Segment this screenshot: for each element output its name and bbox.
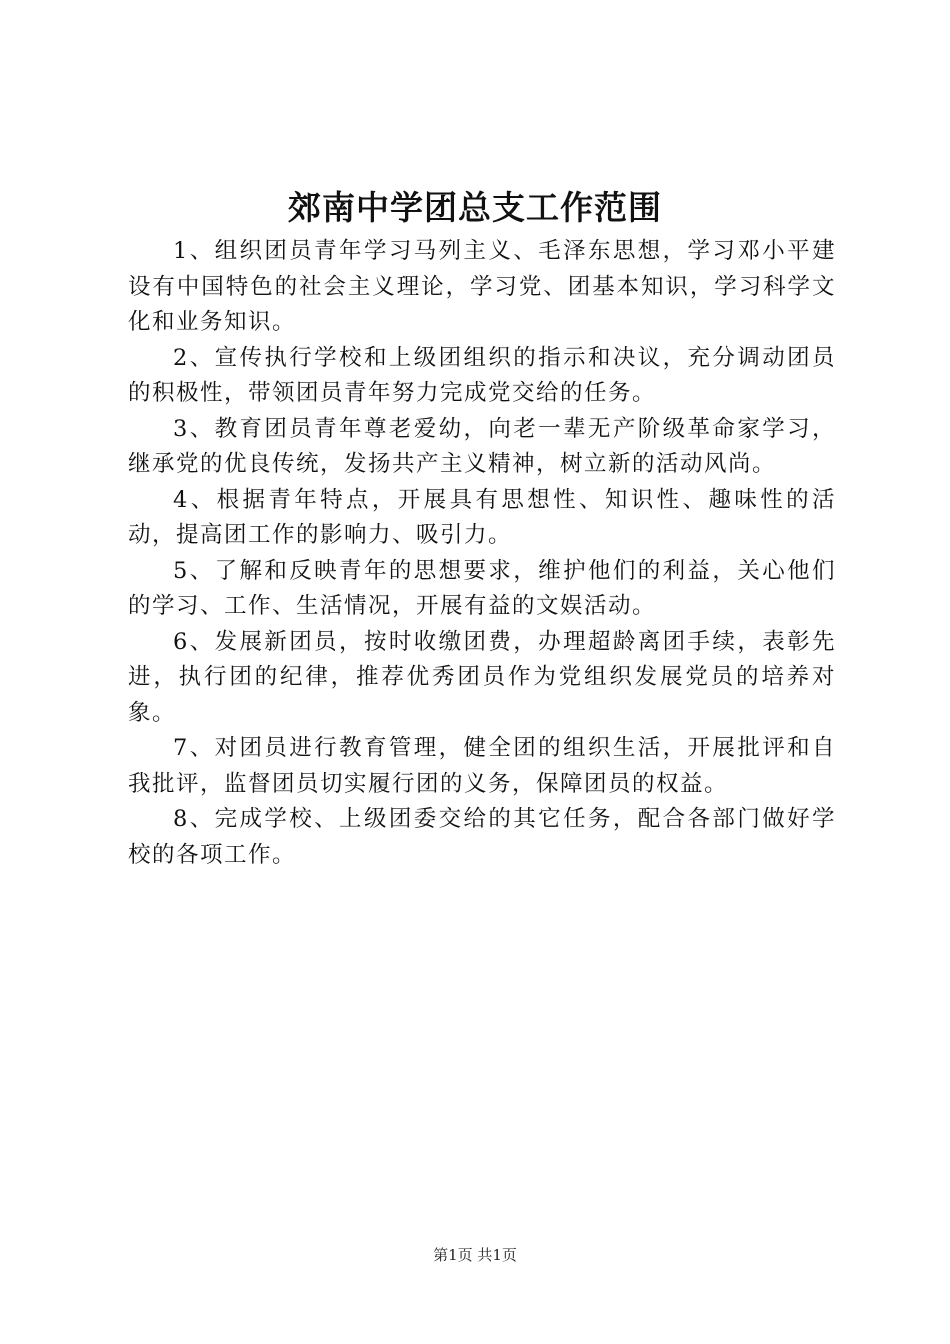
paragraph-1: 1、组织团员青年学习马列主义、毛泽东思想，学习邓小平建设有中国特色的社会主义理论，学习党、团基本知识，学习科学文化和业务知识。 bbox=[128, 238, 836, 335]
paragraph-3: 3、教育团员青年尊老爱幼，向老一辈无产阶级革命家学习，继承党的优良传统，发扬共产主义精神，树立新的活动风尚。 bbox=[128, 415, 836, 477]
paragraph-8: 8、完成学校、上级团委交给的其它任务，配合各部门做好学校的各项工作。 bbox=[128, 806, 836, 868]
paragraph-7: 7、对团员进行教育管理，健全团的组织生活，开展批评和自我批评，监督团员切实履行团的义务，保障团员的权益。 bbox=[128, 735, 836, 797]
paragraph-2: 2、宣传执行学校和上级团组织的指示和决议，充分调动团员的积极性，带领团员青年努力完成党交给的任务。 bbox=[128, 344, 836, 406]
document-title: 郊南中学团总支工作范围 bbox=[288, 188, 662, 227]
paragraph-6: 6、发展新团员，按时收缴团费，办理超龄离团手续，表彰先进，执行团的纪律，推荐优秀团员作为党组织发展党员的培养对象。 bbox=[128, 628, 836, 726]
document-body bbox=[128, 234, 836, 873]
paragraph-4: 4、根据青年特点，开展具有思想性、知识性、趣味性的活动，提高团工作的影响力、吸引力。 bbox=[128, 486, 836, 548]
page-number-footer: 第1页 共1页 bbox=[433, 1246, 517, 1264]
paragraph-5: 5、了解和反映青年的思想要求，维护他们的利益，关心他们的学习、工作、生活情况，开展有益的文娱活动。 bbox=[128, 557, 836, 619]
